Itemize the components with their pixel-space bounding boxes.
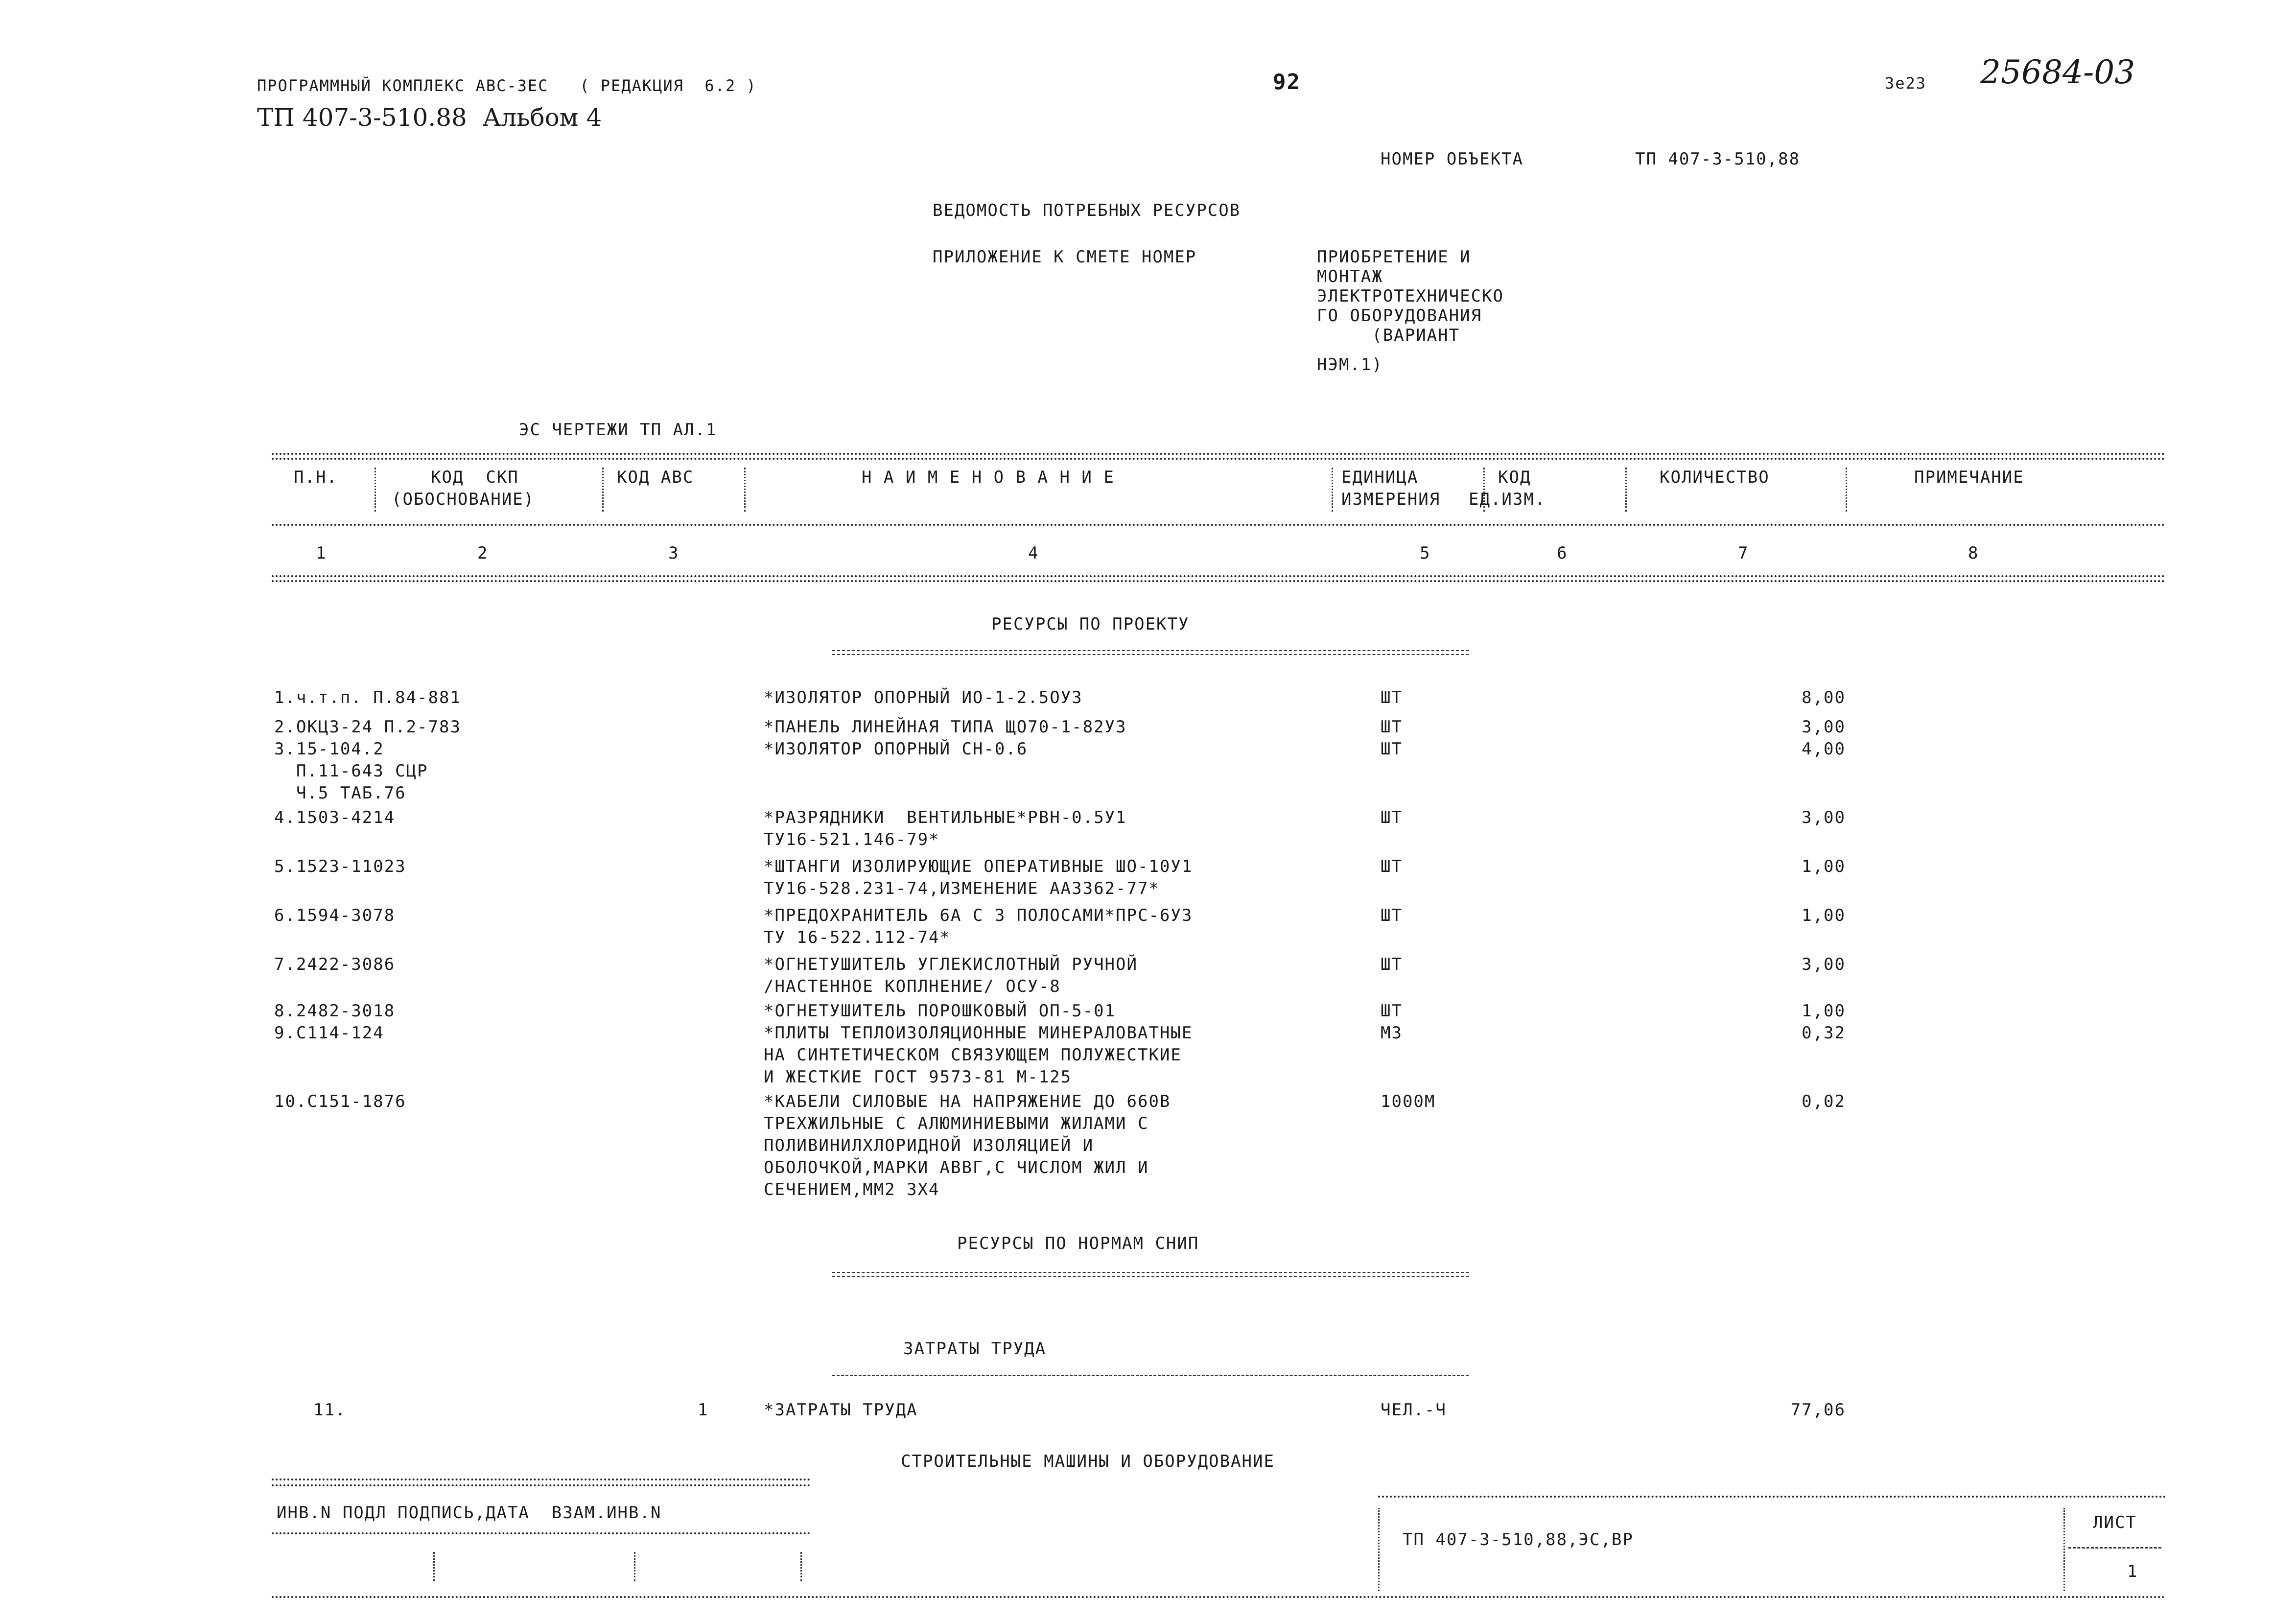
col-divider [1332,468,1333,512]
col-divider [375,468,376,512]
row-code: 7.2422-3086 [274,955,396,974]
row-name: *ШТАНГИ ИЗОЛИРУЮЩИЕ ОПЕРАТИВНЫЕ ШО-10У1 [764,857,1193,876]
labor-unit: ЧЕЛ.-Ч [1381,1400,1447,1420]
stamp-rule [272,1532,810,1534]
col-divider [1625,468,1627,512]
drawings-line: ЭС ЧЕРТЕЖИ ТП АЛ.1 [519,420,717,440]
stamp-rule [272,1484,810,1486]
row-name: *ПРЕДОХРАНИТЕЛЬ 6А С 3 ПОЛОСАМИ*ПРС-6УЗ [764,906,1193,925]
section-norms: РЕСУРСЫ ПО НОРМАМ СНИП [957,1234,1199,1253]
row-name: *ОГНЕТУШИТЕЛЬ УГЛЕКИСЛОТНЫЙ РУЧНОЙ [764,955,1138,974]
col-divider [1846,468,1847,512]
stamp-bottom-rule [272,1596,2166,1598]
header-pn: П.Н. [294,468,338,487]
col-divider [602,468,604,512]
row-name: *ПАНЕЛЬ ЛИНЕЙНАЯ ТИПА ЩО70-1-82УЗ [764,717,1127,737]
archive-code: 3е23 [1885,74,1927,93]
row-code: 9.С114-124 [274,1023,384,1043]
row-unit: ШТ [1381,1001,1403,1021]
stamp-divider [2063,1508,2065,1591]
labor-abc: 1 [698,1400,709,1420]
header-unit: ЕДИНИЦА [1341,468,1419,487]
row-unit: ШТ [1381,717,1403,737]
labor-qty: 77,06 [1790,1400,1846,1420]
section-labor-underline [832,1375,1469,1376]
row-name: *ИЗОЛЯТОР ОПОРНЫЙ СН-0.6 [764,739,1028,759]
header-skp-code: КОД СКП [431,468,519,487]
row-qty: 3,00 [1802,955,1846,974]
row-code: 3.15-104.2 [274,739,384,759]
section-project: РЕСУРСЫ ПО ПРОЕКТУ [991,614,1190,634]
row-name: *ПЛИТЫ ТЕПЛОИЗОЛЯЦИОННЫЕ МИНЕРАЛОВАТНЫЕ [764,1023,1193,1043]
stamp-sheet-label: ЛИСТ [2093,1513,2137,1532]
appendix-line: НЭМ.1) [1317,355,1383,375]
colnum: 7 [1738,543,1749,563]
row-qty: 3,00 [1802,808,1846,827]
header-skp-basis: (ОБОСНОВАНИЕ) [392,490,535,509]
stamp-header: ИНВ.N ПОДЛ ПОДПИСЬ,ДАТА ВЗАМ.ИНВ.N [277,1503,662,1523]
row-name: *ОГНЕТУШИТЕЛЬ ПОРОШКОВЫЙ ОП-5-01 [764,1001,1116,1021]
row-unit: ШТ [1381,906,1403,925]
row-qty: 1,00 [1802,857,1846,876]
row-qty: 0,32 [1802,1023,1846,1043]
row-name: *РАЗРЯДНИКИ ВЕНТИЛЬНЫЕ*РВН-0.5У1 [764,808,1127,827]
labor-code: 11. [313,1400,347,1420]
album-line: ТП 407-3-510.88 Альбом 4 [257,103,602,132]
table-top-rule-2 [272,458,2166,460]
row-qty: 4,00 [1802,739,1846,759]
stamp-rule [2068,1547,2161,1549]
header-note: ПРИМЕЧАНИЕ [1914,468,2024,487]
stamp-divider [800,1552,802,1581]
statement-title: ВЕДОМОСТЬ ПОТРЕБНЫХ РЕСУРСОВ [933,201,1241,220]
row-name: *ИЗОЛЯТОР ОПОРНЫЙ ИО-1-2.5ОУЗ [764,688,1083,707]
row-qty: 8,00 [1802,688,1846,707]
colnum: 4 [1028,543,1039,563]
stamp-divider [1378,1508,1380,1591]
row-qty: 3,00 [1802,717,1846,737]
stamp-divider [634,1552,635,1581]
row-code: 10.С151-1876 [274,1092,406,1111]
appendix-line: ГО ОБОРУДОВАНИЯ [1317,306,1482,326]
header-unit-measure: ИЗМЕРЕНИЯ [1341,490,1441,509]
section-norms-underline [832,1272,1469,1277]
stamp-sheet-number: 1 [2127,1562,2138,1581]
row-name: ОБОЛОЧКОЙ,МАРКИ АВВГ,С ЧИСЛОМ ЖИЛ И [764,1158,1149,1177]
stamp-rule [272,1479,810,1480]
header-bottom-rule-2 [272,580,2166,582]
row-name: ТУ 16-522.112-74* [764,928,951,947]
colnum: 2 [477,543,489,563]
row-qty: 1,00 [1802,1001,1846,1021]
stamp-divider [433,1552,435,1581]
colnum: 3 [668,543,679,563]
col-divider [744,468,746,512]
row-unit: М3 [1381,1023,1403,1043]
colnum: 8 [1968,543,1979,563]
header-mid-rule [272,524,2166,526]
row-unit: ШТ [1381,955,1403,974]
header-bottom-rule [272,575,2166,577]
row-name: ТРЕХЖИЛЬНЫЕ С АЛЮМИНИЕВЫМИ ЖИЛАМИ С [764,1114,1149,1133]
handwritten-number: 25684-03 [1980,53,2135,91]
row-unit: ШТ [1381,808,1403,827]
colnum: 6 [1557,543,1568,563]
row-name: ТУ16-521.146-79* [764,830,940,849]
row-code: П.11-643 СЦР [274,761,428,781]
appendix-line: (ВАРИАНТ [1317,326,1460,345]
section-machines: СТРОИТЕЛЬНЫЕ МАШИНЫ И ОБОРУДОВАНИЕ [901,1452,1275,1471]
object-number-value: ТП 407-3-510,88 [1635,149,1801,169]
row-name: ПОЛИВИНИЛХЛОРИДНОЙ ИЗОЛЯЦИЕЙ И [764,1136,1094,1155]
section-labor: ЗАТРАТЫ ТРУДА [903,1339,1047,1359]
stamp-doc-code: ТП 407-3-510,88,ЭС,ВР [1403,1530,1634,1550]
program-line: ПРОГРАММНЫЙ КОМПЛЕКС АВС-ЗЕС ( РЕДАКЦИЯ 6.2 ) [257,76,757,95]
appendix-value [1317,247,1504,375]
row-name: СЕЧЕНИЕМ,ММ2 3Х4 [764,1180,940,1199]
row-qty: 0,02 [1802,1092,1846,1111]
row-unit: ШТ [1381,688,1403,707]
row-qty: 1,00 [1802,906,1846,925]
row-name: *КАБЕЛИ СИЛОВЫЕ НА НАПРЯЖЕНИЕ ДО 660В [764,1092,1171,1111]
row-code: Ч.5 ТАБ.76 [274,783,406,803]
appendix-label: ПРИЛОЖЕНИЕ К СМЕТЕ НОМЕР [933,247,1197,267]
table-top-rule [272,453,2166,455]
header-name: Н А И М Е Н О В А Н И Е [862,468,1115,487]
row-unit: 1000М [1381,1092,1436,1111]
row-name: НА СИНТЕТИЧЕСКОМ СВЯЗУЮЩЕМ ПОЛУЖЕСТКИЕ [764,1045,1182,1065]
row-code: 6.1594-3078 [274,906,396,925]
header-unit-code-2: ЕД.ИЗМ. [1469,490,1546,509]
row-name: /НАСТЕННОЕ КОПЛНЕНИЕ/ ОСУ-8 [764,977,1061,996]
colnum: 1 [316,543,327,563]
appendix-line: МОНТАЖ [1317,267,1383,286]
header-abc-code: КОД АВС [617,468,694,487]
object-number-label: НОМЕР ОБЪЕКТА [1381,149,1524,169]
section-project-underline [832,650,1469,655]
row-code: 8.2482-3018 [274,1001,396,1021]
header-quantity: КОЛИЧЕСТВО [1660,468,1770,487]
labor-name: *ЗАТРАТЫ ТРУДА [764,1400,918,1420]
row-name: ТУ16-528.231-74,ИЗМЕНЕНИЕ АА3362-77* [764,879,1160,898]
row-code: 5.1523-11023 [274,857,406,876]
col-divider [1483,468,1485,512]
row-code: 4.1503-4214 [274,808,396,827]
colnum: 5 [1420,543,1431,563]
row-code: 1.ч.т.п. П.84-881 [274,688,461,707]
row-code: 2.ОКЦЗ-24 П.2-783 [274,717,461,737]
stamp-rule [1378,1496,2166,1498]
row-unit: ШТ [1381,857,1403,876]
row-name: И ЖЕСТКИЕ ГОСТ 9573-81 М-125 [764,1067,1072,1087]
header-unit-code: КОД [1498,468,1531,487]
row-unit: ШТ [1381,739,1403,759]
page-number: 92 [1273,70,1301,94]
appendix-line: ПРИОБРЕТЕНИЕ И [1317,247,1471,267]
title-block [272,1479,2166,1596]
appendix-line: ЭЛЕКТРОТЕХНИЧЕСКО [1317,286,1504,306]
